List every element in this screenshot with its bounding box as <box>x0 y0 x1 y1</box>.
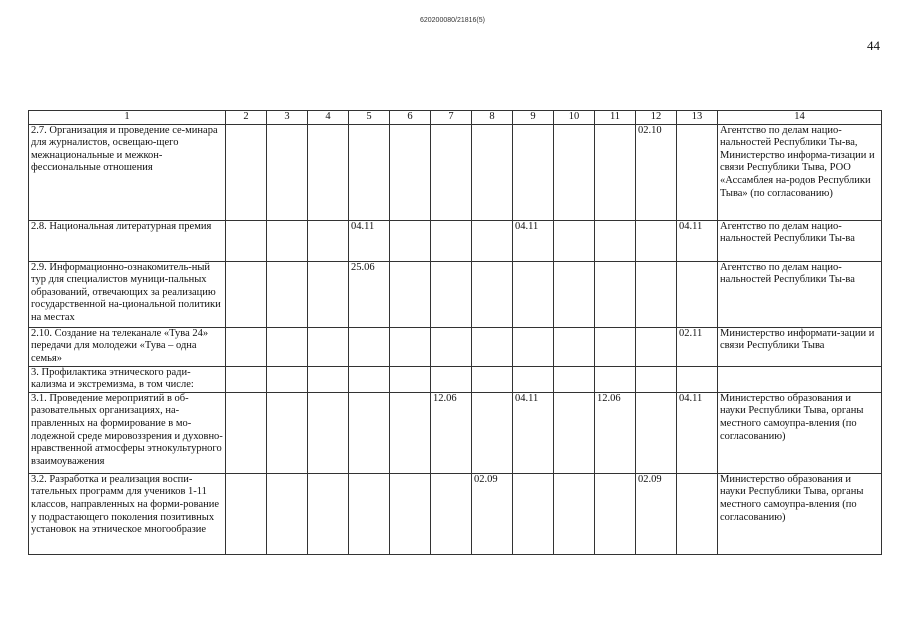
activity-cell: 2.10. Создание на телеканале «Тува 24» передачи для молодежи «Тува – одна семья» <box>29 327 226 366</box>
schedule-cell <box>390 124 431 220</box>
schedule-cell <box>677 473 718 554</box>
schedule-cell <box>308 366 349 392</box>
schedule-cell <box>554 473 595 554</box>
schedule-cell <box>226 327 267 366</box>
schedule-cell: 12.06 <box>431 392 472 473</box>
activity-cell: 3.2. Разработка и реализация воспи-тательных программ для учеников 1-11 классов, направленных на форми-рование у подрастающего поколения позитивных установок на этническое многообразие <box>29 473 226 554</box>
schedule-cell <box>431 366 472 392</box>
schedule-cell: 25.06 <box>349 261 390 327</box>
schedule-cell <box>554 366 595 392</box>
schedule-cell <box>677 261 718 327</box>
schedule-cell <box>472 220 513 261</box>
schedule-cell <box>308 124 349 220</box>
schedule-cell: 12.06 <box>595 392 636 473</box>
schedule-cell <box>431 124 472 220</box>
column-header: 6 <box>390 111 431 125</box>
schedule-cell <box>513 366 554 392</box>
column-header: 7 <box>431 111 472 125</box>
schedule-cell: 02.11 <box>677 327 718 366</box>
schedule-cell <box>513 261 554 327</box>
schedule-cell <box>472 366 513 392</box>
schedule-cell <box>677 366 718 392</box>
schedule-cell <box>308 473 349 554</box>
schedule-cell <box>431 220 472 261</box>
schedule-cell <box>226 124 267 220</box>
schedule-cell <box>349 124 390 220</box>
schedule-cell <box>267 220 308 261</box>
schedule-cell <box>595 124 636 220</box>
schedule-cell <box>226 220 267 261</box>
executor-cell: Министерство образования и науки Республики Тыва, органы местного самоупра-вления (по согласованию) <box>718 473 882 554</box>
table-row <box>29 124 882 220</box>
schedule-cell <box>267 366 308 392</box>
column-header: 1 <box>29 111 226 125</box>
schedule-cell <box>431 327 472 366</box>
schedule-cell <box>472 392 513 473</box>
schedule-cell <box>390 366 431 392</box>
schedule-cell <box>349 366 390 392</box>
schedule-cell <box>554 124 595 220</box>
schedule-cell: 02.10 <box>636 124 677 220</box>
schedule-cell: 04.11 <box>513 220 554 261</box>
table-row <box>29 392 882 473</box>
schedule-cell <box>390 327 431 366</box>
schedule-cell <box>595 473 636 554</box>
schedule-cell <box>431 261 472 327</box>
schedule-cell <box>636 327 677 366</box>
schedule-cell <box>390 261 431 327</box>
schedule-cell: 04.11 <box>349 220 390 261</box>
activity-cell: 2.8. Национальная литературная премия <box>29 220 226 261</box>
schedule-cell <box>390 220 431 261</box>
column-header: 12 <box>636 111 677 125</box>
table-row <box>29 327 882 366</box>
column-header: 11 <box>595 111 636 125</box>
activity-cell: 3. Профилактика этнического ради-кализма и экстремизма, в том числе: <box>29 366 226 392</box>
schedule-cell <box>554 327 595 366</box>
executor-cell: Министерство образования и науки Республики Тыва, органы местного самоупра-вления (по согласованию) <box>718 392 882 473</box>
schedule-cell <box>677 124 718 220</box>
schedule-cell: 02.09 <box>636 473 677 554</box>
header-row <box>29 111 882 125</box>
table-row <box>29 220 882 261</box>
column-header: 14 <box>718 111 882 125</box>
schedule-cell <box>472 261 513 327</box>
schedule-cell <box>513 327 554 366</box>
column-header: 10 <box>554 111 595 125</box>
executor-cell: Министерство информати-зации и связи Республики Тыва <box>718 327 882 366</box>
document-code: 620200080/21816(5) <box>419 17 485 24</box>
schedule-cell <box>636 261 677 327</box>
schedule-cell <box>636 220 677 261</box>
activity-cell: 2.7. Организация и проведение се-минара для журналистов, освещаю-щего межнациональные и межкон-фессиональные отношения <box>29 124 226 220</box>
schedule-cell <box>308 392 349 473</box>
column-header: 2 <box>226 111 267 125</box>
schedule-cell <box>513 473 554 554</box>
schedule-cell <box>390 392 431 473</box>
schedule-cell <box>513 124 554 220</box>
schedule-cell <box>472 327 513 366</box>
plan-table <box>28 110 882 555</box>
table-row <box>29 473 882 554</box>
schedule-cell <box>267 392 308 473</box>
column-header: 13 <box>677 111 718 125</box>
schedule-cell <box>390 473 431 554</box>
column-header: 8 <box>472 111 513 125</box>
executor-cell: Агентство по делам нацио-нальностей Республики Ты-ва, Министерство информа-тизации и связи Республики Тыва, РОО «Ассамблея на-родов Республики Тыва» (по согласованию) <box>718 124 882 220</box>
executor-cell: Агентство по делам нацио-нальностей Республики Ты-ва <box>718 261 882 327</box>
schedule-cell <box>472 124 513 220</box>
column-header: 4 <box>308 111 349 125</box>
schedule-cell <box>554 392 595 473</box>
schedule-cell <box>267 327 308 366</box>
schedule-cell: 04.11 <box>513 392 554 473</box>
table-row <box>29 366 882 392</box>
executor-cell <box>718 366 882 392</box>
schedule-cell <box>595 261 636 327</box>
column-header: 5 <box>349 111 390 125</box>
schedule-cell: 04.11 <box>677 392 718 473</box>
activity-cell: 2.9. Информационно-ознакомитель-ный тур для специалистов муници-пальных образований, отвечающих за реализацию государственной на-циональной политики на местах <box>29 261 226 327</box>
schedule-cell <box>267 473 308 554</box>
schedule-cell: 04.11 <box>677 220 718 261</box>
executor-cell: Агентство по делам нацио-нальностей Республики Ты-ва <box>718 220 882 261</box>
page-number: 44 <box>867 38 880 53</box>
schedule-cell <box>636 366 677 392</box>
schedule-cell <box>431 473 472 554</box>
schedule-cell <box>226 473 267 554</box>
schedule-cell <box>226 261 267 327</box>
activity-cell: 3.1. Проведение мероприятий в об-разовательных организациях, на-правленных на формирование в мо-лодежной среде мировоззрения и духовно-нравственной атмосферы этнокультурного взаимоуважения <box>29 392 226 473</box>
table-row <box>29 261 882 327</box>
schedule-cell <box>636 392 677 473</box>
schedule-cell <box>595 220 636 261</box>
schedule-cell <box>267 124 308 220</box>
schedule-cell <box>308 220 349 261</box>
schedule-cell <box>267 261 308 327</box>
schedule-cell <box>226 366 267 392</box>
schedule-cell <box>349 392 390 473</box>
schedule-cell: 02.09 <box>472 473 513 554</box>
schedule-cell <box>308 261 349 327</box>
schedule-cell <box>595 327 636 366</box>
schedule-cell <box>226 392 267 473</box>
schedule-cell <box>554 220 595 261</box>
schedule-cell <box>554 261 595 327</box>
schedule-cell <box>308 327 349 366</box>
schedule-cell <box>595 366 636 392</box>
schedule-cell <box>349 327 390 366</box>
column-header: 9 <box>513 111 554 125</box>
column-header: 3 <box>267 111 308 125</box>
schedule-cell <box>349 473 390 554</box>
